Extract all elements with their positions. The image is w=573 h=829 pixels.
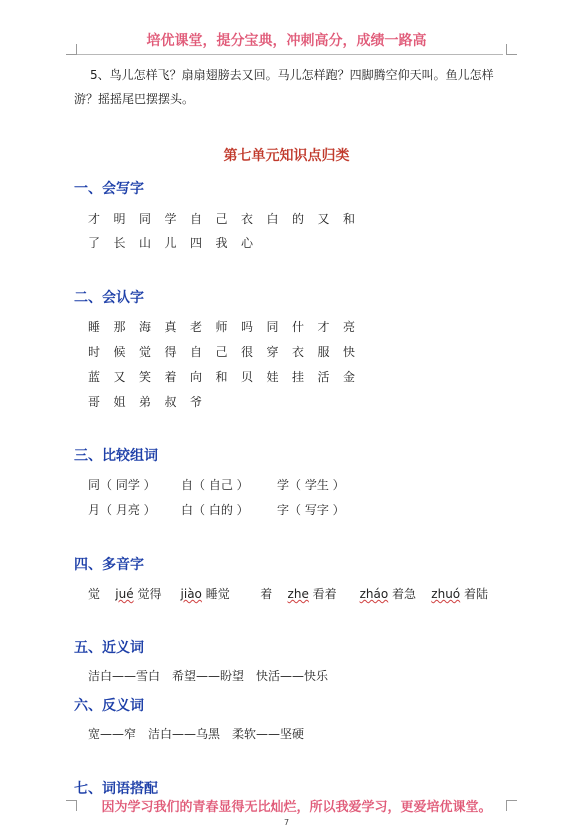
character: 四 — [190, 236, 203, 250]
corner-mark-top-right — [506, 44, 517, 55]
polyphone-word: 觉得 — [137, 587, 162, 601]
character: 贝 — [241, 370, 254, 384]
polyphone-word: 看着 — [312, 587, 337, 601]
character: 着 — [164, 370, 177, 384]
write-chars-row-2 — [88, 234, 267, 251]
read-chars-row-3 — [88, 368, 369, 385]
antonyms-row: 宽——窄 洁白——乌黑 柔软——坚硬 — [88, 727, 305, 741]
character: 那 — [113, 320, 126, 334]
character: 穿 — [266, 345, 279, 359]
pinyin: zháo — [359, 587, 389, 601]
character: 和 — [343, 212, 356, 226]
page-header: 培优课堂，提分宝典，冲刺高分，成绩一路高 — [146, 33, 427, 49]
write-chars-row-1 — [88, 210, 369, 227]
polyphone-word: 睡觉 — [205, 587, 230, 601]
character: 什 — [292, 320, 305, 334]
character: 自 — [190, 345, 203, 359]
character: 爷 — [190, 395, 203, 409]
character: 金 — [343, 370, 356, 384]
polyphone-word: 着急 — [392, 587, 417, 601]
character: 叔 — [164, 395, 177, 409]
compare-item: 字（ 写字 ） — [277, 503, 345, 517]
character: 真 — [164, 320, 177, 334]
section-heading-synonyms: 五、近义词 — [74, 640, 144, 656]
character: 才 — [88, 212, 101, 226]
polyphone-char: 觉 — [88, 587, 101, 601]
pinyin: zhuó — [431, 587, 461, 601]
character: 挂 — [292, 370, 305, 384]
character: 活 — [317, 370, 330, 384]
polyphone-char: 着 — [260, 587, 273, 601]
character: 我 — [215, 236, 228, 250]
section-heading-compare: 三、比较组词 — [74, 448, 158, 464]
character: 同 — [139, 212, 152, 226]
read-chars-row-2 — [88, 343, 369, 360]
character: 师 — [215, 320, 228, 334]
character: 自 — [190, 212, 203, 226]
character: 己 — [215, 212, 228, 226]
compare-row-2 — [88, 501, 345, 518]
character: 心 — [241, 236, 254, 250]
character: 哥 — [88, 395, 101, 409]
polyphone-word: 着陆 — [463, 587, 488, 601]
character: 吗 — [241, 320, 254, 334]
character: 白 — [266, 212, 279, 226]
pinyin: zhe — [287, 587, 309, 601]
compare-item: 月（ 月亮 ） — [88, 503, 156, 517]
character: 才 — [317, 320, 330, 334]
pinyin: jiào — [180, 587, 202, 601]
section-heading-collocations: 七、词语搭配 — [74, 781, 158, 797]
pinyin: jué — [115, 587, 134, 601]
character: 时 — [88, 345, 101, 359]
character: 的 — [292, 212, 305, 226]
character: 同 — [266, 320, 279, 334]
read-chars-row-4 — [88, 393, 216, 410]
compare-row-1 — [88, 476, 345, 493]
character: 了 — [88, 236, 101, 250]
character: 觉 — [139, 345, 152, 359]
character: 快 — [343, 345, 356, 359]
compare-item: 自（ 自己 ） — [181, 478, 249, 492]
section-heading-read-chars: 二、会认字 — [74, 290, 144, 306]
page-number: 7 — [283, 818, 290, 827]
compare-item: 白（ 白的 ） — [181, 503, 249, 517]
character: 儿 — [164, 236, 177, 250]
section-heading-polyphone: 四、多音字 — [74, 557, 144, 573]
character: 学 — [164, 212, 177, 226]
page-footer: 因为学习我们的青春显得无比灿烂，所以我爱学习，更爱培优课堂。 — [101, 800, 492, 815]
section-heading-antonyms: 六、反义词 — [74, 698, 144, 714]
character: 弟 — [139, 395, 152, 409]
intro-line-1: 5、鸟儿怎样飞？扇扇翅膀去又回。马儿怎样跑？四脚腾空仰天叫。鱼儿怎样 — [90, 68, 494, 82]
character: 娃 — [266, 370, 279, 384]
character: 向 — [190, 370, 203, 384]
character: 服 — [317, 345, 330, 359]
header-rule — [70, 54, 503, 55]
polyphone-row — [88, 585, 488, 602]
read-chars-row-1 — [88, 318, 369, 335]
character: 笑 — [139, 370, 152, 384]
compare-item: 学（ 学生 ） — [277, 478, 345, 492]
corner-mark-top-left — [66, 44, 77, 55]
character: 衣 — [292, 345, 305, 359]
character: 又 — [317, 212, 330, 226]
character: 衣 — [241, 212, 254, 226]
character: 姐 — [113, 395, 126, 409]
character: 和 — [215, 370, 228, 384]
character: 又 — [113, 370, 126, 384]
synonyms-row: 洁白——雪白 希望——盼望 快活——快乐 — [88, 669, 329, 683]
compare-item: 同（ 同学 ） — [88, 478, 156, 492]
character: 明 — [113, 212, 126, 226]
character: 睡 — [88, 320, 101, 334]
character: 己 — [215, 345, 228, 359]
character: 亮 — [343, 320, 356, 334]
character: 候 — [113, 345, 126, 359]
character: 老 — [190, 320, 203, 334]
character: 海 — [139, 320, 152, 334]
character: 山 — [139, 236, 152, 250]
character: 长 — [113, 236, 126, 250]
intro-paragraph — [74, 63, 534, 111]
intro-line-2: 游？摇摇尾巴摆摆头。 — [74, 92, 195, 106]
section-heading-write-chars: 一、会写字 — [74, 181, 144, 197]
character: 得 — [164, 345, 177, 359]
unit-title: 第七单元知识点归类 — [223, 148, 350, 164]
character: 蓝 — [88, 370, 101, 384]
character: 很 — [241, 345, 254, 359]
